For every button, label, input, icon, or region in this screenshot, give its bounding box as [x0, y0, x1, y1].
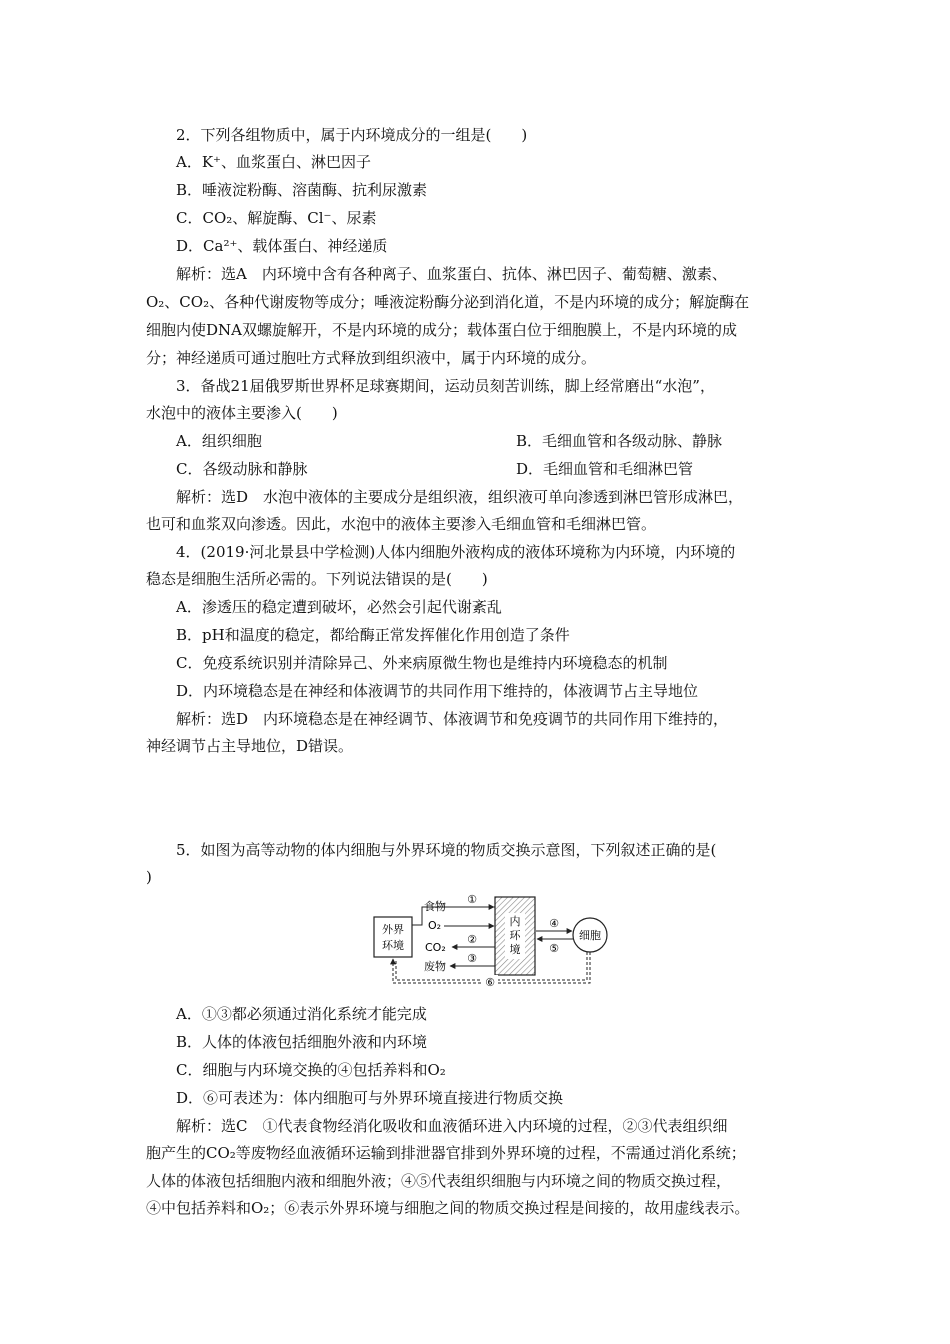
q2-analysis-line: O₂、CO₂、各种代谢废物等成分；唾液淀粉酶分泌到消化道，不是内环境的成分；解旋酶在: [146, 293, 750, 311]
q2-option-b: B．唾液淀粉酶、溶菌酶、抗利尿激素: [176, 181, 428, 199]
cell-label: 细胞: [579, 929, 601, 942]
q2-option-d: D．Ca²⁺、载体蛋白、神经递质: [176, 237, 388, 255]
inner-env-label: 内: [509, 915, 521, 928]
q3-stem-line: 3．备战21届俄罗斯世界杯足球赛期间，运动员刻苦训练，脚上经常磨出“水泡”，: [176, 377, 715, 395]
q3-analysis-line: 解析：选D 水泡中液体的主要成分是组织液，组织液可单向渗透到淋巴管形成淋巴，: [176, 488, 744, 506]
num-3-label: ③: [467, 952, 477, 965]
outer-env-label: 外界: [382, 923, 404, 936]
q2-option-c: C．CO₂、解旋酶、Cl⁻、尿素: [176, 209, 377, 227]
q4-analysis-line: 解析：选D 内环境稳态是在神经调节、体液调节和免疫调节的共同作用下维持的，: [176, 710, 729, 728]
q4-option-b: B．pH和温度的稳定，都给酶正常发挥催化作用创造了条件: [176, 626, 570, 644]
co2-label: CO₂: [425, 941, 446, 954]
q3-stem-line: 水泡中的液体主要渗入( ): [146, 404, 338, 422]
q5-stem-line: ): [146, 868, 152, 886]
q5-analysis-line: 胞产生的CO₂等废物经血液循环运输到排泄器官排到外界环境的过程，不需通过消化系统；: [146, 1144, 746, 1162]
q4-stem-line: 4．(2019·河北景县中学检测)人体内细胞外液构成的液体环境称为内环境，内环境的: [176, 543, 736, 561]
q4-option-c: C．免疫系统识别并清除异己、外来病原微生物也是维持内环境稳态的机制: [176, 654, 668, 672]
inner-env-label: 环: [509, 929, 521, 942]
q2-option-a: A．K⁺、血浆蛋白、淋巴因子: [176, 153, 371, 171]
num-5-label: ⑤: [549, 942, 559, 955]
q5-analysis-line: ④中包括养料和O₂；⑥表示外界环境与细胞之间的物质交换过程是间接的，故用虚线表示。: [146, 1199, 750, 1217]
q5-analysis-line: 人体的体液包括细胞内液和细胞外液；④⑤代表组织细胞与内环境之间的物质交换过程，: [146, 1172, 732, 1190]
q4-option-a: A．渗透压的稳定遭到破坏，必然会引起代谢紊乱: [176, 598, 502, 616]
q5-option-c: C．细胞与内环境交换的④包括养料和O₂: [176, 1061, 446, 1079]
outer-env-label: 环境: [382, 939, 404, 952]
num-4-label: ④: [549, 917, 559, 930]
food-label: 食物: [424, 900, 446, 913]
q5-option-d: D．⑥可表述为：体内细胞可与外界环境直接进行物质交换: [176, 1089, 564, 1107]
q3-analysis-line: 也可和血浆双向渗透。因此，水泡中的液体主要渗入毛细血管和毛细淋巴管。: [146, 515, 657, 533]
exchange-diagram: [370, 893, 610, 993]
num-2-label: ②: [467, 933, 477, 946]
q5-option-b: B．人体的体液包括细胞外液和内环境: [176, 1033, 428, 1051]
q2-analysis-line: 解析：选A 内环境中含有各种离子、血浆蛋白、抗体、淋巴因子、葡萄糖、激素、: [176, 265, 727, 283]
q4-option-d: D．内环境稳态是在神经和体液调节的共同作用下维持的，体液调节占主导地位: [176, 682, 699, 700]
q4-analysis-line: 神经调节占主导地位，D错误。: [146, 737, 354, 755]
q5-analysis-line: 解析：选C ①代表食物经消化吸收和血液循环进入内环境的过程，②③代表组织细: [176, 1117, 728, 1135]
q3-option-d: D．毛细血管和毛细淋巴管: [516, 460, 694, 478]
q5-stem-line: 5．如图为高等动物的体内细胞与外界环境的物质交换示意图，下列叙述正确的是(: [176, 841, 717, 859]
q3-option-b: B．毛细血管和各级动脉、静脉: [516, 432, 723, 450]
inner-env-label: 境: [509, 943, 521, 956]
q2-stem: 2．下列各组物质中，属于内环境成分的一组是( ): [176, 126, 528, 144]
waste-label: 废物: [424, 960, 446, 973]
o2-label: O₂: [428, 919, 442, 932]
q3-option-a: A．组织细胞: [176, 432, 262, 450]
q3-option-c: C．各级动脉和静脉: [176, 460, 308, 478]
num-6-label: ⑥: [485, 976, 495, 989]
num-1-label: ①: [467, 893, 477, 906]
q2-analysis-line: 细胞内使DNA双螺旋解开，不是内环境的成分；载体蛋白位于细胞膜上，不是内环境的成: [146, 321, 737, 339]
q4-stem-line: 稳态是细胞生活所必需的。下列说法错误的是( ): [146, 570, 488, 588]
q5-option-a: A．①③都必须通过消化系统才能完成: [176, 1005, 427, 1023]
q2-analysis-line: 分；神经递质可通过胞吐方式释放到组织液中，属于内环境的成分。: [146, 349, 597, 367]
